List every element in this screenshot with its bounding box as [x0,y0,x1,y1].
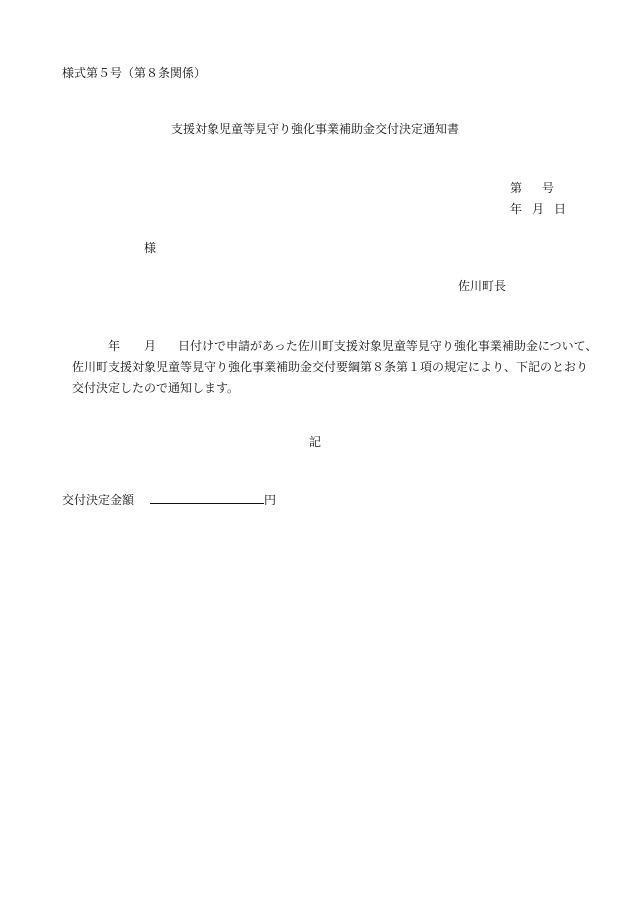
amount-line [62,492,276,508]
form-number: 様式第５号（第８条関係） [62,66,207,80]
body-line-1-text: 日付けで申請があった佐川町支援対象児童等見守り強化事業補助金について、 [178,339,598,353]
document-number [510,180,554,196]
amount-unit: 円 [264,493,277,507]
issuer-name: 佐川町長 [458,279,507,293]
addressee-honorific: 様 [144,241,157,255]
dai-label: 第 [510,181,523,195]
document-date [510,201,566,217]
amount-blank [150,492,264,504]
month-label: 月 [532,202,545,216]
document-title: 支援対象児童等見守り強化事業補助金交付決定通知書 [170,122,459,136]
body-paragraph [72,336,598,399]
day-label: 日 [554,202,567,216]
amount-label: 交付決定金額 [62,493,135,507]
body-month: 月 [144,339,157,353]
body-year: 年 [108,339,121,353]
year-label: 年 [510,202,523,216]
body-line-3: 交付決定したので通知します。 [72,381,240,395]
go-label: 号 [542,181,555,195]
body-line-1 [72,336,598,357]
ki-heading: 記 [308,435,321,449]
body-line-2: 佐川町支援対象児童等見守り強化事業補助金交付要綱第８条第１項の規定により、下記のとおり [72,360,589,374]
